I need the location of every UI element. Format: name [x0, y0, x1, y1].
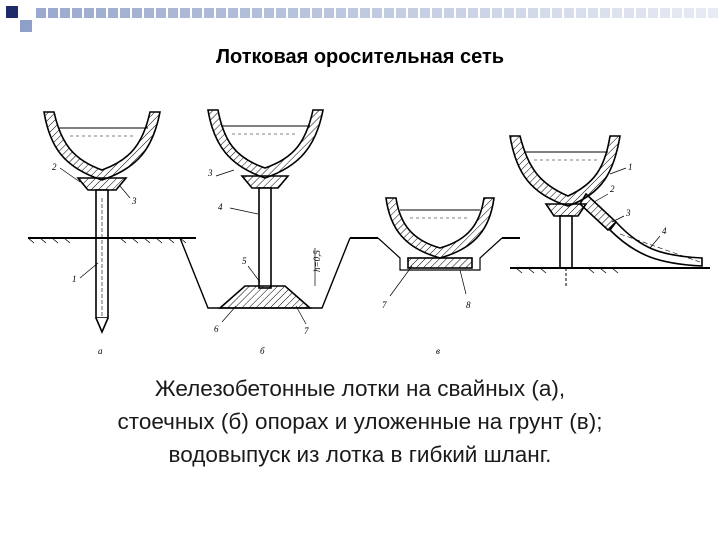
decorative-square: [408, 8, 418, 18]
decorative-square: [240, 8, 250, 18]
caption-line-1: Железобетонные лотки на свайных (а),: [154, 376, 566, 401]
decorative-square: [708, 8, 718, 18]
flume-on-ground: [360, 198, 520, 296]
callout-d-3: 3: [626, 208, 631, 218]
decorative-square: [432, 8, 442, 18]
callout-b-h: h=0,5: [312, 250, 322, 272]
flume-shell-b: [208, 110, 323, 178]
pile-d: [560, 216, 572, 268]
column-b: [259, 188, 271, 288]
irrigation-flume-diagram: [20, 98, 710, 368]
callout-a-1: 1: [72, 274, 77, 284]
flume-water-outlet: [510, 136, 710, 286]
decorative-square: [84, 8, 94, 18]
decorative-square: [300, 8, 310, 18]
decorative-square: [96, 8, 106, 18]
flume-shell-d: [510, 136, 620, 206]
decorative-square: [648, 8, 658, 18]
decorative-square: [276, 8, 286, 18]
decorative-square: [72, 8, 82, 18]
decorative-square: [144, 8, 154, 18]
callout-b-6: 6: [214, 324, 219, 334]
flume-shell-a: [44, 112, 160, 180]
decorative-square: [60, 8, 70, 18]
callout-c-7: 7: [382, 300, 387, 310]
flume-shell-c: [386, 198, 494, 258]
decorative-square: [528, 8, 538, 18]
figure-caption: [0, 372, 720, 471]
decorative-square: [372, 8, 382, 18]
decorative-square: [252, 8, 262, 18]
decorative-square: [132, 8, 142, 18]
callout-c-8: 8: [466, 300, 471, 310]
decorative-square: [192, 8, 202, 18]
decorative-square: [504, 8, 514, 18]
decorative-square: [360, 8, 370, 18]
base-slab-c: [408, 258, 472, 268]
saddle-b: [242, 176, 288, 188]
decorative-square: [168, 8, 178, 18]
decorative-square: [216, 8, 226, 18]
callout-d-1: 1: [628, 162, 633, 172]
decorative-square: [108, 8, 118, 18]
decorative-square: [540, 8, 550, 18]
decorative-square: [312, 8, 322, 18]
decorative-square: [228, 8, 238, 18]
base-block-b: [220, 286, 310, 308]
decorative-square: [396, 8, 406, 18]
square-dark: [6, 6, 18, 18]
decorative-square: [492, 8, 502, 18]
caption-line-2: стоечных (б) опорах и уложенные на грунт (в);: [117, 409, 603, 434]
decorative-square: [456, 8, 466, 18]
decorative-square: [444, 8, 454, 18]
decorative-square: [612, 8, 622, 18]
slide-title: Лотковая оросительная сеть: [215, 46, 505, 68]
decorative-square: [624, 8, 634, 18]
decorative-square: [324, 8, 334, 18]
subfigure-label-b: б: [260, 346, 265, 356]
callout-b-4: 4: [218, 202, 223, 212]
saddle-d: [546, 204, 586, 216]
subfigure-label-c: в: [436, 346, 440, 356]
decorative-square: [696, 8, 706, 18]
callout-d-2: 2: [610, 184, 615, 194]
decorative-square: [588, 8, 598, 18]
decorative-square: [120, 8, 130, 18]
decorative-square: [468, 8, 478, 18]
callout-b-7: 7: [304, 326, 309, 336]
decorative-square: [552, 8, 562, 18]
callout-a-2: 2: [52, 162, 57, 172]
callout-b-5: 5: [242, 256, 247, 266]
callout-a-3: 3: [132, 196, 137, 206]
decorative-square: [576, 8, 586, 18]
decorative-square: [600, 8, 610, 18]
decorative-square: [288, 8, 298, 18]
decorative-square: [672, 8, 682, 18]
decorative-square: [336, 8, 346, 18]
decorative-square: [660, 8, 670, 18]
decorative-square: [516, 8, 526, 18]
decorative-square: [180, 8, 190, 18]
flume-column-support: [160, 110, 370, 324]
caption-line-3: водовыпуск из лотка в гибкий шланг.: [168, 442, 552, 467]
decorative-square: [636, 8, 646, 18]
decorative-square: [564, 8, 574, 18]
decorative-square: [348, 8, 358, 18]
decorative-square: [384, 8, 394, 18]
decorative-square: [204, 8, 214, 18]
square-light: [20, 20, 32, 32]
subfigure-label-a: а: [98, 346, 103, 356]
decorative-square: [156, 8, 166, 18]
flexible-hose: [610, 222, 702, 266]
decorative-square: [36, 8, 46, 18]
decorative-square: [684, 8, 694, 18]
saddle-a: [78, 178, 126, 190]
decorative-square: [48, 8, 58, 18]
flume-pile-support: [28, 112, 196, 332]
decorative-square: [480, 8, 490, 18]
callout-b-3: 3: [208, 168, 213, 178]
square-strip: [36, 8, 718, 18]
decorative-square: [420, 8, 430, 18]
decorative-square: [264, 8, 274, 18]
callout-d-4: 4: [662, 226, 667, 236]
